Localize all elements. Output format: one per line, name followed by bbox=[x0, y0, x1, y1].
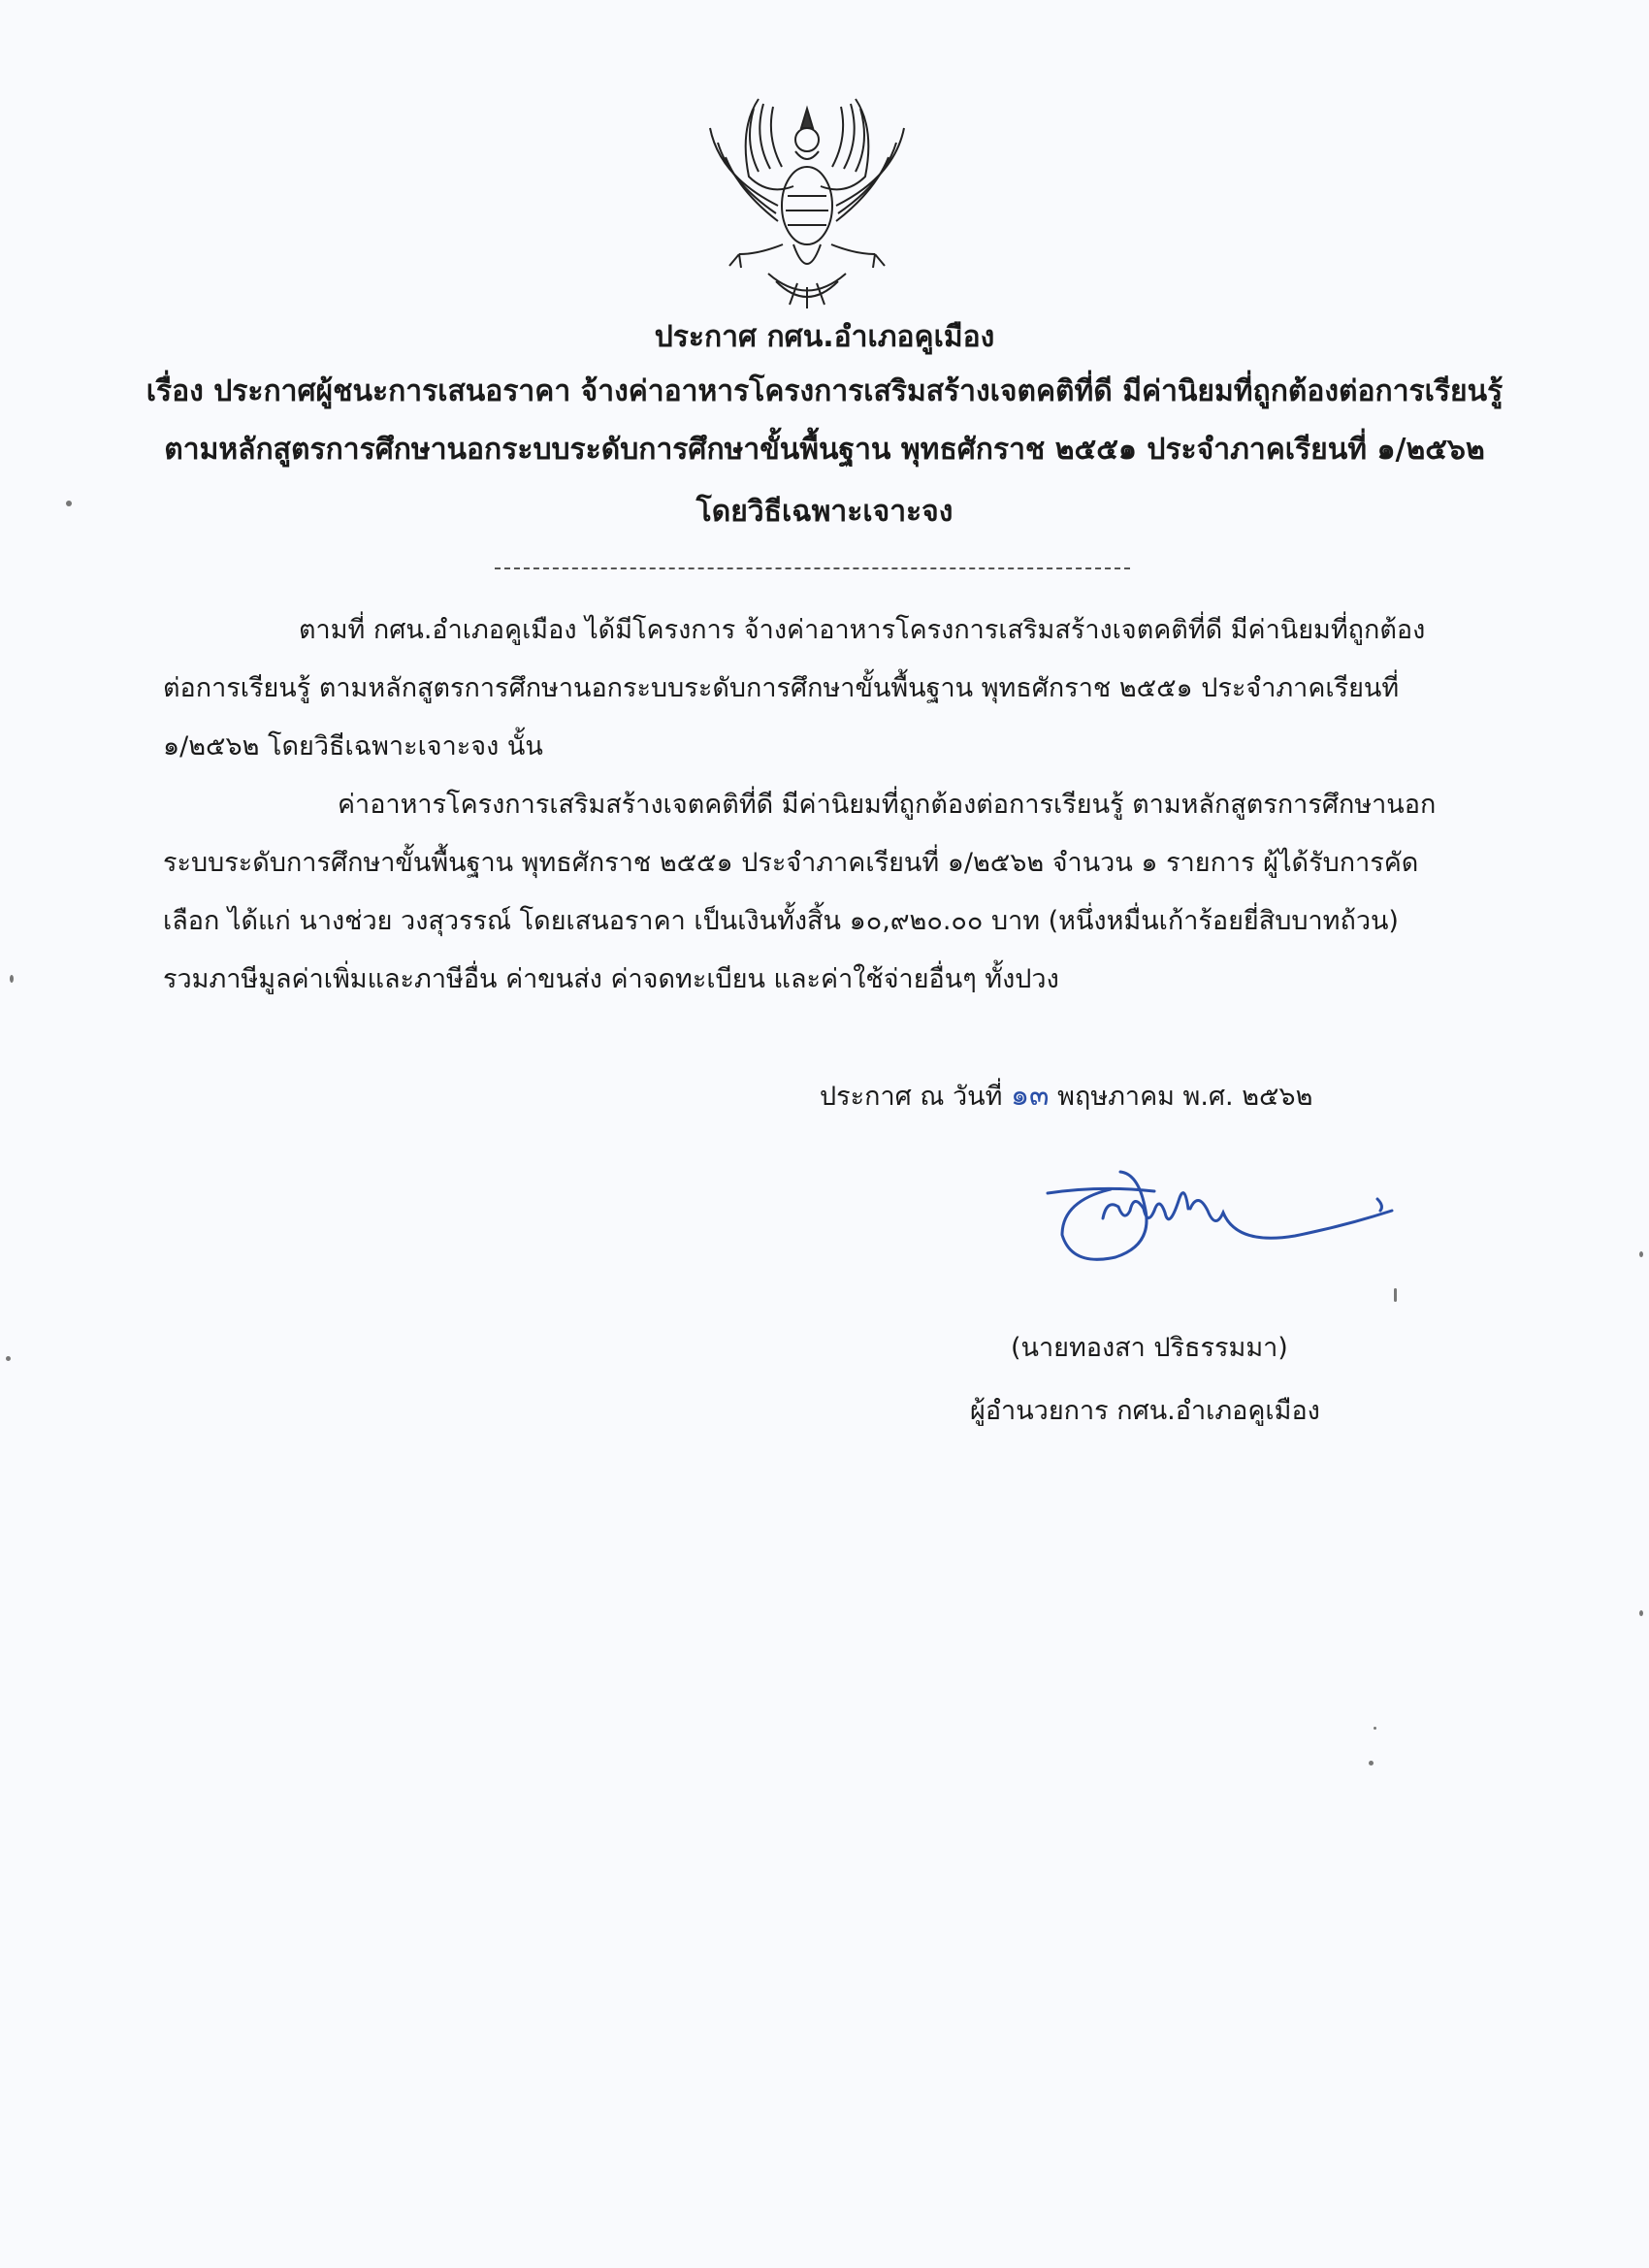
date-month-year: พฤษภาคม พ.ศ. ๒๕๖๒ bbox=[1057, 1082, 1313, 1112]
announcement-title: ประกาศ กศน.อำเภอคูเมือง bbox=[654, 320, 995, 354]
announcement-date bbox=[820, 1077, 1312, 1117]
paragraph-2-line-4: รวมภาษีมูลค่าเพิ่มและภาษีอื่น ค่าขนส่ง ค่าจดทะเบียน และค่าใช้จ่ายอื่นๆ ทั้งปวง bbox=[163, 964, 1059, 994]
signatory-position: ผู้อำนวยการ กศน.อำเภอคูเมือง bbox=[970, 1396, 1320, 1426]
announcement-body bbox=[163, 601, 1437, 1086]
signatory-name: (นายทองสา ปริธรรมมา) bbox=[1011, 1333, 1288, 1363]
date-day: ๑๓ bbox=[1011, 1079, 1050, 1113]
paper-speck bbox=[1639, 1610, 1643, 1616]
paper-speck bbox=[1369, 1761, 1374, 1766]
paper-speck bbox=[1639, 1251, 1643, 1257]
subject-line-1: เรื่อง ประกาศผู้ชนะการเสนอราคา จ้างค่าอาหารโครงการเสริมสร้างเจตคติที่ดี มีค่านิยมที่ถูกต้องต่อการเรียนรู้ bbox=[146, 374, 1504, 408]
paper-speck bbox=[1374, 1727, 1376, 1730]
paper-speck bbox=[10, 975, 14, 983]
paper-speck bbox=[66, 501, 72, 506]
date-prefix: ประกาศ ณ วันที่ bbox=[820, 1082, 1003, 1112]
subject-line-3: โดยวิธีเฉพาะเจาะจง bbox=[695, 495, 954, 529]
paragraph-2-line-3: เลือก ได้แก่ นางช่วย วงสุวรรณ์ โดยเสนอราคา เป็นเงินทั้งสิ้น ๑๐,๙๒๐.๐๐ บาท (หนึ่งหมื่นเก้าร้อยยี่สิบบาทถ้วน) bbox=[163, 906, 1399, 936]
paragraph-2-line-2: ระบบระดับการศึกษาขั้นพื้นฐาน พุทธศักราช ๒๕๕๑ ประจำภาคเรียนที่ ๑/๒๕๖๒ จำนวน ๑ รายการ ผู้ได้รับการคัด bbox=[163, 848, 1419, 878]
paper-speck bbox=[6, 1356, 11, 1361]
separator-rule bbox=[495, 567, 1130, 569]
subject-line-2: ตามหลักสูตรการศึกษานอกระบบระดับการศึกษาขั้นพื้นฐาน พุทธศักราช ๒๕๕๑ ประจำภาคเรียนที่ ๑/๒๕๖๒ bbox=[164, 433, 1485, 467]
paragraph-1-line-1: ตามที่ กศน.อำเภอคูเมือง ได้มีโครงการ จ้างค่าอาหารโครงการเสริมสร้างเจตคติที่ดี มีค่านิยมที่ถูกต้อง bbox=[299, 615, 1426, 645]
paragraph-1-line-3: ๑/๒๕๖๒ โดยวิธีเฉพาะเจาะจง นั้น bbox=[163, 731, 543, 761]
paragraph-1-line-2: ต่อการเรียนรู้ ตามหลักสูตรการศึกษานอกระบบระดับการศึกษาขั้นพื้นฐาน พุทธศักราช ๒๕๕๑ ประจำภาคเรียนที่ bbox=[163, 673, 1400, 703]
ink-mark bbox=[1394, 1288, 1397, 1302]
garuda-emblem-icon bbox=[700, 89, 914, 314]
signature-icon bbox=[1043, 1152, 1402, 1279]
paragraph-2-line-1: ค่าอาหารโครงการเสริมสร้างเจตคติที่ดี มีค่านิยมที่ถูกต้องต่อการเรียนรู้ ตามหลักสูตรการศึกษานอก bbox=[338, 790, 1437, 820]
